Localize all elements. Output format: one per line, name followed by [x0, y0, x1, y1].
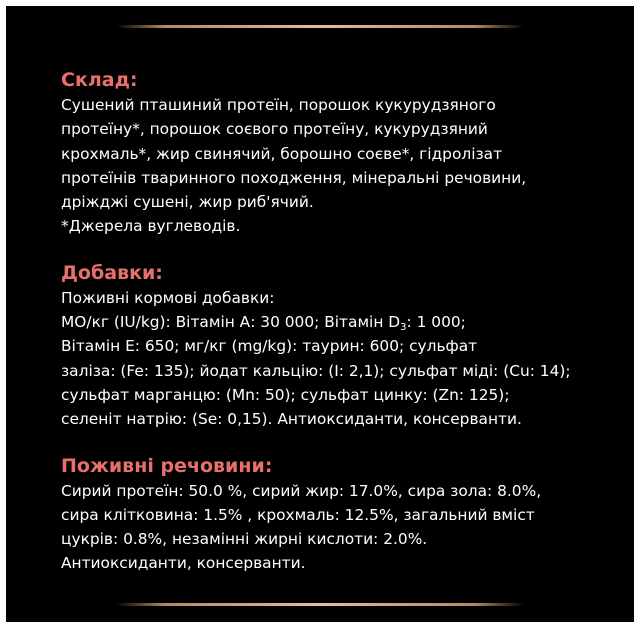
ingredients-panel	[6, 6, 634, 622]
composition-heading: Склад:	[61, 69, 138, 91]
additives-line	[61, 310, 621, 334]
nutrients-heading: Поживні речовини:	[61, 454, 273, 477]
additives-line: Вітамін Е: 650; мг/кг (mg/kg): таурин: 600; сульфат	[61, 337, 478, 356]
additives-heading: Добавки:	[61, 261, 163, 284]
content	[61, 68, 621, 598]
additives-line: сульфат марганцю: (Mn: 50); сульфат цинку: (Zn: 125);	[61, 385, 510, 404]
composition-line: протеїнів тваринного походження, мінеральні речовини,	[61, 168, 527, 187]
additives-line: заліза: (Fe: 135); йодат кальцію: (I: 2,1); сульфат міді: (Cu: 14);	[61, 361, 571, 380]
composition-line: Сушений пташиний протеїн, порошок кукурудзяного	[61, 96, 496, 114]
vitamin-d-subscript: 3	[400, 322, 407, 334]
additives-line-text: МО/кг (IU/kg): Вітамін А: 30 000; Вітамін D	[61, 313, 401, 332]
composition-section	[61, 68, 621, 239]
additives-line: Поживні кормові добавки:	[61, 288, 275, 307]
nutrients-line: Сирий протеїн: 50.0 %, сирий жир: 17.0%, сира зола: 8.0%,	[61, 481, 542, 500]
composition-footnote: *Джерела вуглеводів.	[61, 217, 241, 236]
composition-line: крохмаль*, жир свинячий, борошно соєве*, гідролізат	[61, 144, 503, 163]
composition-line: протеїну*, порошок соєвого протеїну, кукурудзяний	[61, 120, 488, 139]
nutrients-line: цукрів: 0.8%, незамінні жирні кислоти: 2.0%.	[61, 530, 428, 549]
top-divider	[116, 25, 524, 28]
nutrients-line: Антиоксиданти, консерванти.	[61, 554, 306, 573]
nutrients-line: сира клітковина: 1.5% , крохмаль: 12.5%, загальний вміст	[61, 505, 535, 524]
additives-section	[61, 261, 621, 432]
additives-line: селеніт натрію: (Se: 0,15). Антиоксиданти, консерванти.	[61, 410, 522, 429]
nutrients-section	[61, 454, 621, 576]
additives-line-text: : 1 000;	[406, 313, 466, 332]
bottom-divider	[116, 603, 524, 606]
composition-line: дріжджі сушені, жир риб'ячий.	[61, 193, 314, 212]
